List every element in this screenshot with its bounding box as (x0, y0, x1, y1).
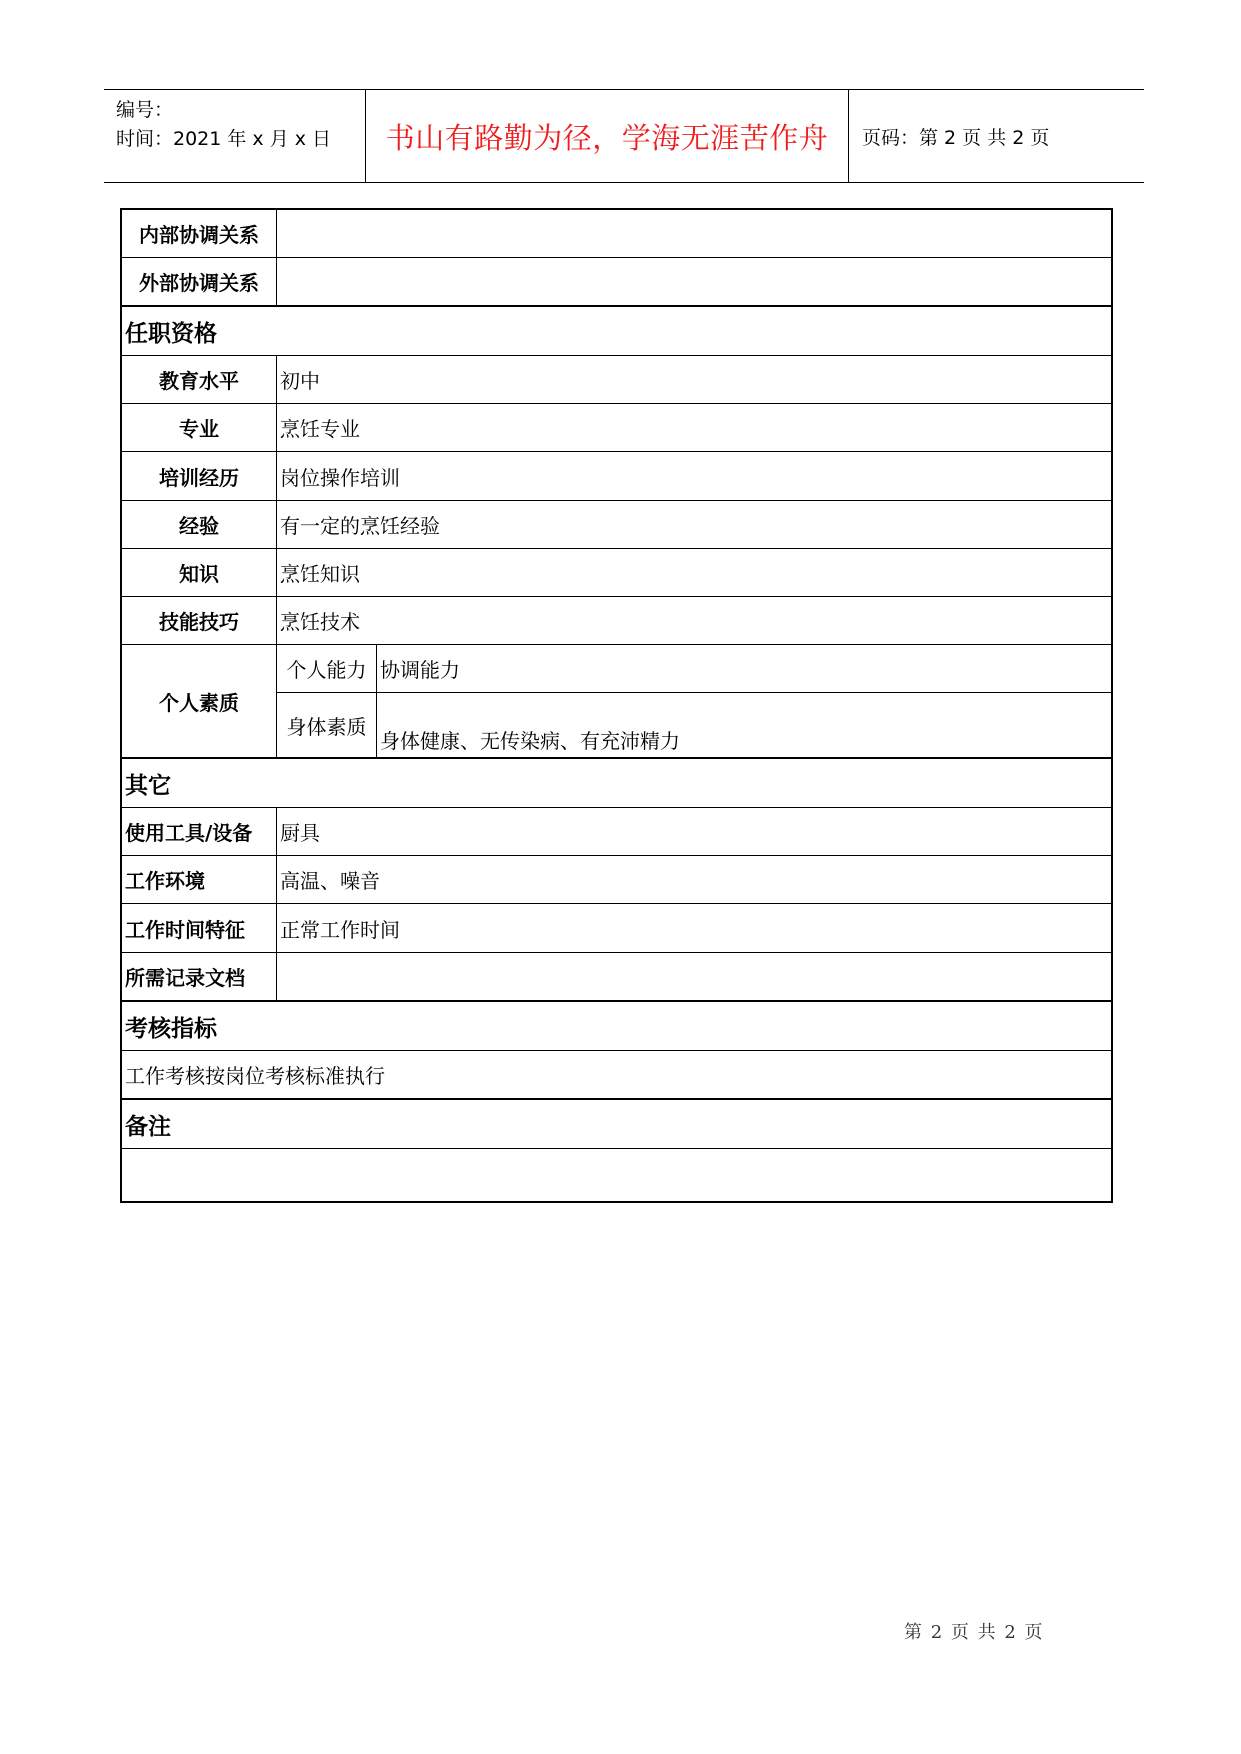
skills-value: 烹饪技术 (280, 610, 360, 634)
work-time-value: 正常工作时间 (280, 917, 400, 942)
header-divider (848, 90, 849, 182)
table-row (122, 549, 1111, 597)
experience-value: 有一定的烹饪经验 (280, 514, 440, 538)
physical-quality-label: 身体素质 (277, 693, 377, 757)
section-row (122, 759, 1111, 808)
training-label: 培训经历 (122, 452, 277, 500)
personal-ability-value: 协调能力 (380, 658, 460, 682)
experience-label: 经验 (122, 501, 277, 548)
physical-quality-row (277, 693, 1111, 757)
job-description-table (120, 208, 1113, 1203)
table-row (122, 904, 1111, 953)
table-row (122, 452, 1111, 501)
education-label: 教育水平 (122, 356, 277, 403)
records-value (277, 953, 1111, 1000)
page-header (104, 89, 1144, 183)
notes-section-title: 备注 (125, 1113, 171, 1140)
knowledge-value: 烹饪知识 (280, 562, 360, 586)
section-row (122, 307, 1111, 356)
knowledge-label: 知识 (122, 549, 277, 596)
tools-value: 厨具 (280, 821, 320, 845)
assessment-text: 工作考核按岗位考核标准执行 (125, 1064, 385, 1088)
table-row (122, 953, 1111, 1002)
skills-label: 技能技巧 (122, 597, 277, 644)
header-meta (116, 96, 331, 154)
personal-quality-row (122, 645, 1111, 759)
table-row (122, 597, 1111, 645)
internal-coordination-value (277, 210, 1111, 257)
serial-number-label: 编号： (116, 99, 174, 121)
assessment-section-title: 考核指标 (125, 1015, 217, 1042)
education-value: 初中 (280, 369, 320, 393)
qualifications-section-title: 任职资格 (125, 320, 217, 347)
personal-ability-label: 个人能力 (277, 645, 377, 692)
internal-coordination-label: 内部协调关系 (122, 210, 277, 257)
table-row (122, 356, 1111, 404)
major-value: 烹饪专业 (280, 417, 360, 441)
records-label: 所需记录文档 (122, 953, 277, 1000)
environment-value: 高温、噪音 (280, 869, 380, 893)
table-row (122, 210, 1111, 258)
work-time-label: 工作时间特征 (122, 904, 277, 952)
date-label: 时间：2021 年 x 月 x 日 (116, 128, 332, 150)
table-row (122, 404, 1111, 452)
external-coordination-label: 外部协调关系 (122, 258, 277, 305)
physical-quality-value: 身体健康、无传染病、有充沛精力 (380, 729, 680, 753)
table-row (122, 808, 1111, 856)
table-row (122, 501, 1111, 549)
table-row (122, 258, 1111, 307)
external-coordination-value (277, 258, 1111, 305)
other-section-title: 其它 (125, 772, 171, 799)
notes-text (122, 1149, 1111, 1201)
training-value: 岗位操作培训 (280, 465, 400, 490)
table-row (122, 856, 1111, 904)
table-row (122, 1051, 1111, 1100)
major-label: 专业 (122, 404, 277, 451)
personal-ability-row (277, 645, 1111, 693)
table-row (122, 1149, 1111, 1201)
section-row (122, 1002, 1111, 1051)
page-footer: 第 2 页 共 2 页 (904, 1622, 1043, 1643)
header-motto: 书山有路勤为径，学海无涯苦作舟 (385, 120, 829, 155)
tools-label: 使用工具/设备 (122, 808, 277, 855)
environment-label: 工作环境 (122, 856, 277, 903)
section-row (122, 1100, 1111, 1149)
header-page-number: 页码：第 2 页 共 2 页 (862, 126, 1050, 149)
personal-quality-label: 个人素质 (122, 645, 277, 757)
